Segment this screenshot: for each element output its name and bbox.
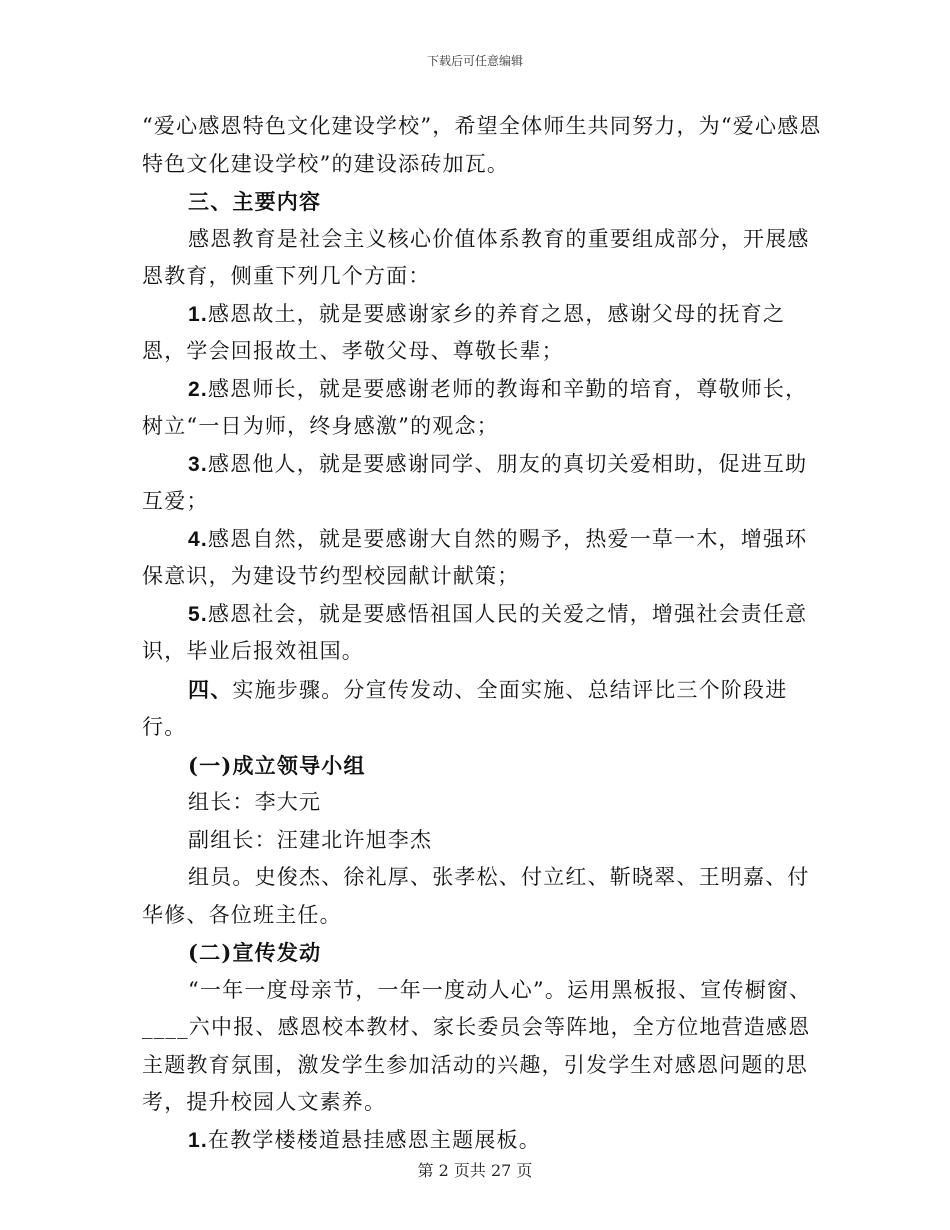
section-text: 实施步骤。分宣传发动、全面实施、总结评比三个阶段进行。 (142, 677, 788, 739)
list-text: 感恩故土，就是要感谢家乡的养育之恩，感谢父母的抚育之恩，学会回报故土、孝敬父母、尊敬长辈； (142, 301, 786, 363)
list-item (142, 446, 822, 521)
list-item (142, 296, 822, 371)
list-number: 5. (188, 602, 208, 626)
list-number: 3. (188, 452, 208, 476)
subsection-heading-2: (二)宣传发动 (188, 940, 322, 965)
list-text: 感恩师长，就是要感谢老师的教诲和辛勤的培育，尊敬师长，树立“一日为师，终身感激”的观念； (142, 376, 808, 438)
section-heading-4 (142, 671, 822, 747)
list-text: 在教学楼楼道悬挂感恩主题展板。 (207, 1127, 541, 1152)
paragraph-intro: “爱心感恩特色文化建设学校”，希望全体师生共同努力，为“爱心感恩特色文化建设学校”的建设添砖加瓦。 (142, 114, 822, 176)
list-item (142, 1122, 822, 1160)
list-text: 感恩自然，就是要感谢大自然的赐予，热爱一草一木，增强环保意识，为建设节约型校园献计献策； (142, 526, 808, 588)
list-number: 1. (188, 302, 208, 326)
paragraph-members: 组员。史俊杰、徐礼厚、张孝松、付立红、靳晓翠、王明嘉、付华修、各位班主任。 (142, 865, 810, 927)
paragraph-leader: 组长：李大元 (188, 790, 322, 814)
section-heading-3: 三、主要内容 (188, 189, 322, 214)
list-item (142, 521, 822, 596)
paragraph-publicity: “一年一度母亲节，一年一度动人心”。运用黑板报、宣传橱窗、____六中报、感恩校本教材、家长委员会等阵地，全方位地营造感恩主题教育氛围，激发学生参加活动的兴趣，引发学生对感恩问题的思考，提升校园人文素养。 (142, 977, 812, 1114)
list-text: 感恩社会，就是要感悟祖国人民的关爱之情，增强社会责任意识，毕业后报效祖国。 (142, 601, 808, 663)
section-lead: 四、 (188, 676, 233, 702)
list-number: 1. (188, 1128, 208, 1152)
list-item (142, 371, 822, 446)
list-text: 感恩他人，就是要感谢同学、朋友的真切关爱相助，促进互助互爱； (142, 451, 808, 513)
paragraph-main-content: 感恩教育是社会主义核心价值体系教育的重要组成部分，开展感恩教育，侧重下列几个方面： (142, 226, 810, 288)
list-number: 4. (188, 527, 208, 551)
page-header: 下载后可任意编辑 (426, 54, 523, 68)
document-body (142, 108, 822, 1159)
list-item (142, 596, 822, 671)
page-footer: 第 2 页共 27 页 (417, 1161, 533, 1180)
list-number: 2. (188, 377, 208, 401)
subsection-heading-1: (一)成立领导小组 (188, 752, 366, 778)
paragraph-vice-leader: 副组长：汪建北许旭李杰 (188, 827, 433, 852)
